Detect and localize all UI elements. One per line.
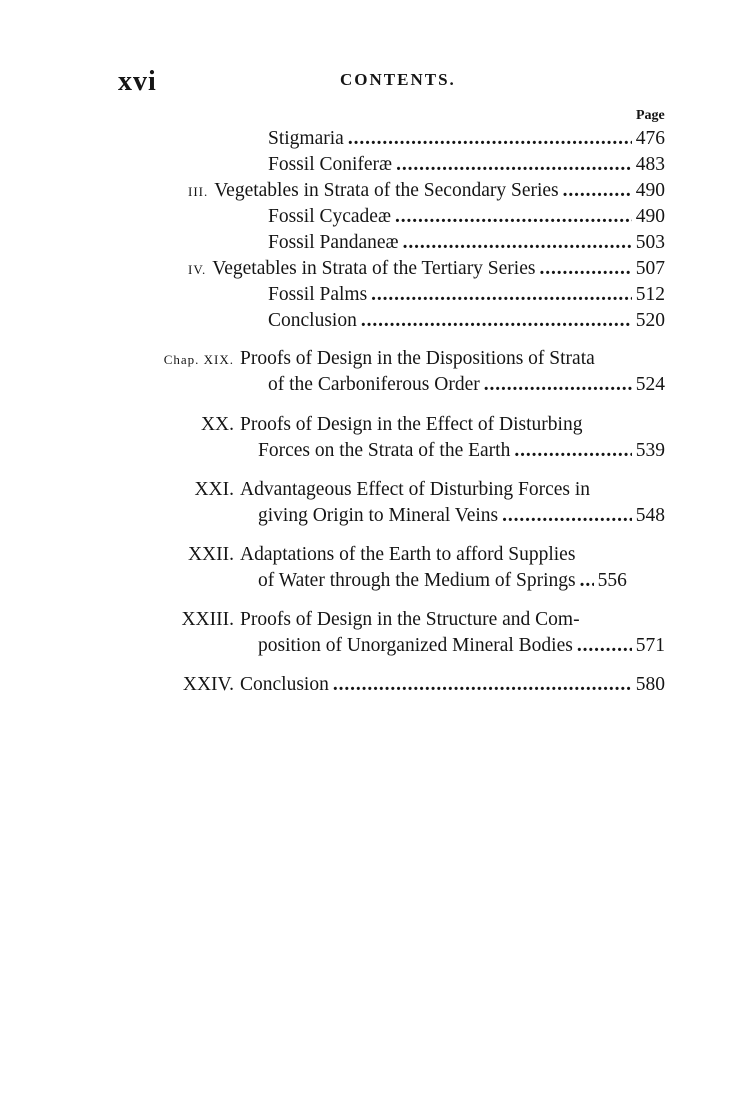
entry-page: 571 (635, 635, 665, 656)
entry-page: 483 (635, 154, 665, 175)
leader-dots (514, 440, 631, 462)
leader-dots (348, 128, 632, 150)
entry-page: 548 (635, 505, 665, 526)
leader-dots (580, 570, 594, 592)
chapter-title-line: Proofs of Design in the Dispositions of Strata (240, 348, 595, 369)
section-numeral: III. (188, 184, 209, 199)
section-numeral: IV. (188, 262, 207, 277)
chapter-label: XXIV. (182, 674, 234, 695)
toc-entry (268, 128, 665, 150)
entry-page: 539 (635, 440, 665, 461)
chapter-label: Chap. XIX. (163, 352, 234, 367)
leader-dots (361, 310, 632, 332)
entry-page: 490 (635, 206, 665, 227)
entry-title: Conclusion (268, 310, 357, 331)
chapter-title-line: Forces on the Strata of the Earth . . . 539 (258, 440, 665, 462)
leader-dots (403, 232, 632, 254)
entry-title: Fossil Coniferæ (268, 154, 393, 175)
running-title: CONTENTS. (340, 70, 456, 89)
leader-dots (371, 284, 632, 306)
page-folio: xvi (118, 66, 157, 97)
toc-entry (188, 180, 665, 203)
chapter-title-line: position of Unorganized Mineral Bodies . . . 571 (258, 635, 665, 657)
toc-entry (268, 310, 665, 332)
leader-dots (333, 674, 632, 696)
toc-entry (188, 258, 665, 281)
page-column-label: Page (636, 108, 665, 123)
entry-page: 503 (635, 232, 665, 253)
entry-page: 490 (635, 180, 665, 201)
entry-page: 507 (635, 258, 665, 279)
toc-entry (268, 154, 665, 176)
entry-page: 512 (635, 284, 665, 305)
chapter-title-line: Conclusion . . . 580 (240, 674, 665, 696)
chapter-title-line: Adaptations of the Earth to afford Supplies (240, 544, 576, 565)
chapter-title-line: giving Origin to Mineral Veins . . . 548 (258, 505, 665, 527)
entry-page: 476 (635, 128, 665, 149)
entry-title: Stigmaria (268, 128, 344, 149)
entry-page: 580 (635, 674, 665, 695)
leader-dots (563, 180, 632, 202)
entry-title: Fossil Pandaneæ (268, 232, 399, 253)
toc-entry (268, 206, 665, 228)
chapter-title-line: Proofs of Design in the Structure and Com- (240, 609, 580, 630)
chapter-title-line: of the Carboniferous Order . . . 524 (268, 374, 665, 396)
entry-page: 520 (635, 310, 665, 331)
leader-dots (484, 374, 632, 396)
toc-entry (268, 232, 665, 254)
leader-dots (502, 505, 632, 527)
entry-page: 556 (597, 570, 627, 591)
chapter-label: XX. (200, 414, 234, 435)
toc-entry (268, 284, 665, 306)
chapter-label: XXIII. (181, 609, 234, 630)
chapter-title-line: Advantageous Effect of Disturbing Forces in (240, 479, 591, 500)
entry-title: Vegetables in Strata of the Tertiary Series (212, 258, 536, 279)
entry-title: Fossil Palms (268, 284, 368, 305)
leader-dots (577, 635, 632, 657)
chapter-label: XXII. (187, 544, 234, 565)
leader-dots (539, 258, 631, 280)
chapter-title-line: Proofs of Design in the Effect of Disturbing (240, 414, 583, 435)
entry-page: 524 (635, 374, 665, 395)
entry-title: Vegetables in Strata of the Secondary Series (214, 180, 559, 201)
chapter-title-line: of Water through the Medium of Springs . . . 556 (258, 570, 665, 592)
entry-title: Fossil Cycadeæ (268, 206, 391, 227)
leader-dots (395, 206, 632, 228)
chapter-label: XXI. (194, 479, 234, 500)
leader-dots (396, 154, 632, 176)
